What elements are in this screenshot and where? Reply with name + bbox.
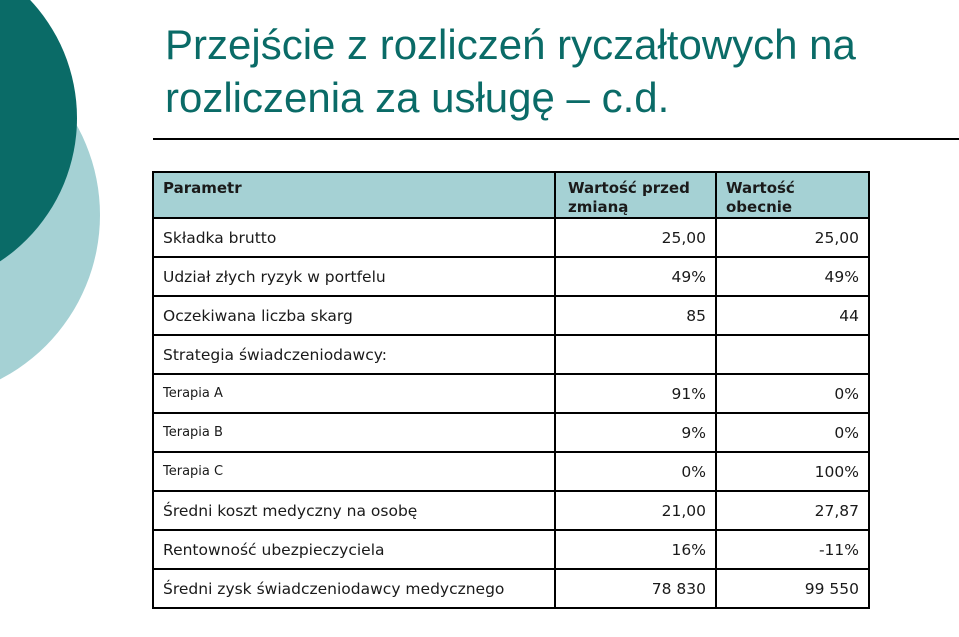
value-now: 100%	[716, 452, 869, 491]
value-before: 49%	[555, 257, 716, 296]
table-row	[153, 413, 869, 452]
table-row	[153, 569, 869, 608]
value-now: 25,00	[716, 218, 869, 257]
value-now	[716, 335, 869, 374]
table-row	[153, 374, 869, 413]
row-label: Średni zysk świadczeniodawcy medycznego	[153, 569, 555, 608]
value-now: 0%	[716, 374, 869, 413]
title-underline	[153, 138, 959, 140]
value-before: 25,00	[555, 218, 716, 257]
table-row	[153, 218, 869, 257]
value-before: 9%	[555, 413, 716, 452]
value-now: 99 550	[716, 569, 869, 608]
value-before: 0%	[555, 452, 716, 491]
table-row	[153, 530, 869, 569]
value-before: 21,00	[555, 491, 716, 530]
table-row	[153, 491, 869, 530]
comparison-table	[152, 171, 870, 609]
value-before: 91%	[555, 374, 716, 413]
table-row	[153, 296, 869, 335]
row-label: Terapia A	[153, 374, 555, 413]
row-label: Udział złych ryzyk w portfelu	[153, 257, 555, 296]
value-before	[555, 335, 716, 374]
header-parametr: Parametr	[153, 172, 555, 218]
decorative-circles	[0, 0, 130, 380]
table-row	[153, 335, 869, 374]
row-label: Oczekiwana liczba skarg	[153, 296, 555, 335]
value-now: 44	[716, 296, 869, 335]
header-value-before: Wartość przed zmianą	[555, 172, 716, 218]
row-label: Składka brutto	[153, 218, 555, 257]
row-label: Terapia B	[153, 413, 555, 452]
value-now: -11%	[716, 530, 869, 569]
value-before: 78 830	[555, 569, 716, 608]
slide-title: Przejście z rozliczeń ryczałtowych na rozliczenia za usługę – c.d.	[165, 21, 856, 121]
row-label: Rentowność ubezpieczyciela	[153, 530, 555, 569]
value-before: 16%	[555, 530, 716, 569]
value-before: 85	[555, 296, 716, 335]
row-label: Terapia C	[153, 452, 555, 491]
table-row	[153, 257, 869, 296]
row-label: Strategia świadczeniodawcy:	[153, 335, 555, 374]
value-now: 27,87	[716, 491, 869, 530]
table-row	[153, 452, 869, 491]
row-label: Średni koszt medyczny na osobę	[153, 491, 555, 530]
header-row	[153, 172, 869, 218]
value-now: 0%	[716, 413, 869, 452]
value-now: 49%	[716, 257, 869, 296]
header-value-now: Wartość obecnie	[716, 172, 869, 218]
